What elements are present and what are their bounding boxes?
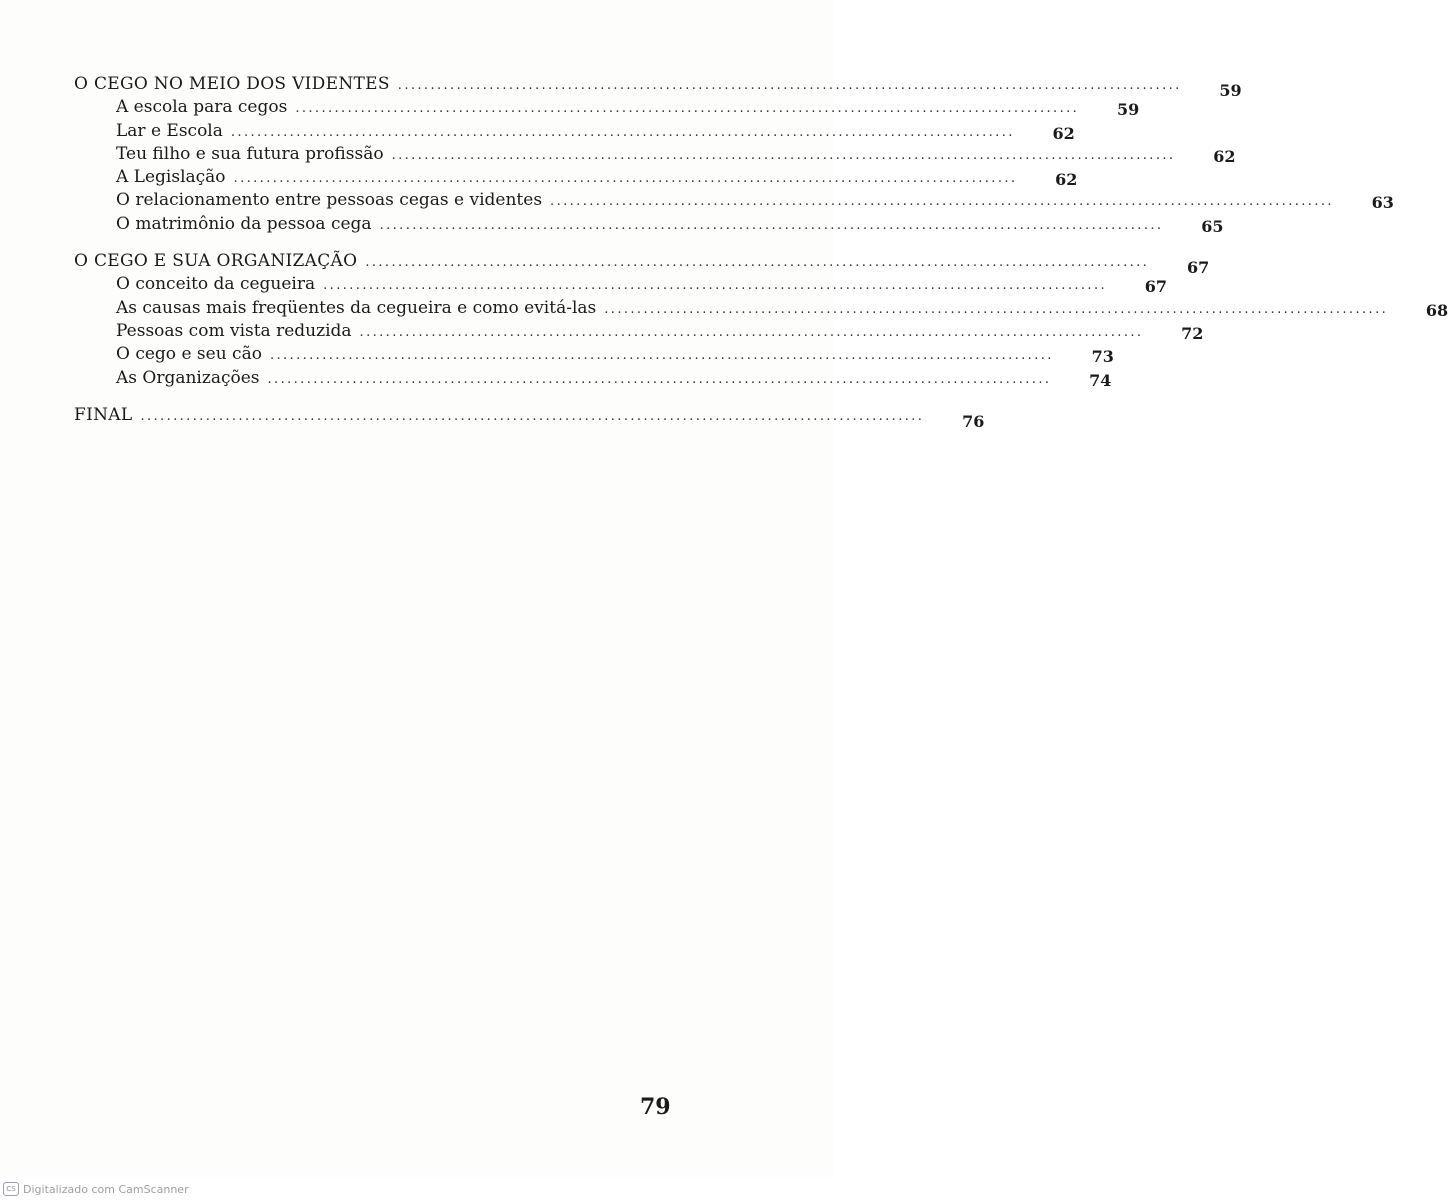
toc-entry-row (74, 297, 1448, 321)
toc-entry-row (74, 213, 1224, 237)
dot-leader: ........................................................................................................................ (269, 348, 1054, 364)
toc-page-number: 63 (1371, 193, 1394, 213)
dot-leader: ........................................................................................................................ (550, 194, 1334, 210)
toc-heading-row (74, 251, 1210, 278)
page-number-footer: 79 (640, 1094, 671, 1120)
toc-entry-row (74, 320, 1204, 344)
dot-leader: ........................................................................................................................ (379, 217, 1164, 233)
toc-entry-row (74, 120, 1075, 144)
toc-heading-row (74, 404, 985, 431)
toc-heading-title: O CEGO NO MEIO DOS VIDENTES (74, 74, 390, 94)
scanner-watermark (0, 1178, 833, 1200)
watermark-text: Digitalizado com CamScanner (23, 1182, 189, 1196)
toc-page-number: 67 (1144, 277, 1168, 297)
dot-leader: ........................................................................................................................ (397, 78, 1182, 93)
toc-page-number: 68 (1425, 300, 1448, 320)
toc-section (74, 74, 1394, 237)
toc-entry-label: As causas mais freqüentes da cegueira e como evitá-las (116, 297, 597, 318)
toc-entry-row (74, 274, 1168, 297)
toc-entry-label: A escola para cegos (116, 97, 288, 118)
camscanner-logo-icon: CS (3, 1182, 19, 1196)
dot-leader: ........................................................................................................................ (267, 371, 1052, 387)
toc-page-number: 62 (1052, 123, 1075, 143)
toc-entry-row (74, 167, 1078, 190)
toc-entry-label: O relacionamento entre pessoas cegas e videntes (116, 190, 543, 211)
toc-entry-label: Lar e Escola (116, 120, 223, 141)
toc-page-number: 59 (1116, 100, 1140, 120)
toc-page-number: 76 (962, 411, 985, 431)
dot-leader: ........................................................................................................................ (323, 278, 1108, 294)
toc-page-number: 62 (1055, 170, 1078, 190)
toc-entry-row (74, 344, 1114, 367)
toc-heading-title: O CEGO E SUA ORGANIZAÇÃO (74, 251, 358, 272)
toc-entry-label: O cego e seu cão (116, 344, 262, 365)
dot-leader: ........................................................................................................................ (140, 408, 925, 424)
toc-heading-title: FINAL (74, 404, 133, 425)
toc-page-number: 65 (1201, 216, 1224, 236)
toc-entry-label: As Organizações (116, 367, 260, 388)
toc-heading-row (74, 74, 1242, 100)
toc-entry-label: Pessoas com vista reduzida (116, 320, 352, 341)
dot-leader: ........................................................................................................................ (295, 101, 1080, 117)
toc-page-number: 74 (1089, 370, 1112, 390)
toc-entry-row (74, 190, 1394, 213)
dot-leader: ........................................................................................................................ (230, 124, 1015, 140)
toc-entry-label: O conceito da cegueira (116, 274, 316, 295)
dot-leader: ........................................................................................................................ (365, 255, 1150, 271)
toc-page-number: 62 (1213, 146, 1236, 166)
table-of-contents (74, 74, 1448, 442)
dot-leader: ........................................................................................................................ (391, 147, 1176, 163)
toc-entry-row (74, 97, 1140, 120)
toc-entry-label: O matrimônio da pessoa cega (116, 213, 372, 234)
toc-entry-row (74, 143, 1236, 167)
toc-page-number: 67 (1186, 258, 1210, 278)
dot-leader: ........................................................................................................................ (233, 171, 1018, 187)
toc-page-number: 73 (1091, 347, 1114, 367)
toc-entry-label: A Legislação (116, 167, 226, 188)
toc-entry-row (74, 367, 1112, 391)
toc-section (74, 404, 985, 431)
toc-section (74, 251, 1448, 391)
toc-page-number: 59 (1219, 81, 1242, 100)
toc-entry-label: Teu filho e sua futura profissão (116, 143, 384, 164)
dot-leader: ........................................................................................................................ (604, 301, 1389, 317)
dot-leader: ........................................................................................................................ (359, 324, 1144, 340)
toc-page-number: 72 (1181, 323, 1204, 343)
